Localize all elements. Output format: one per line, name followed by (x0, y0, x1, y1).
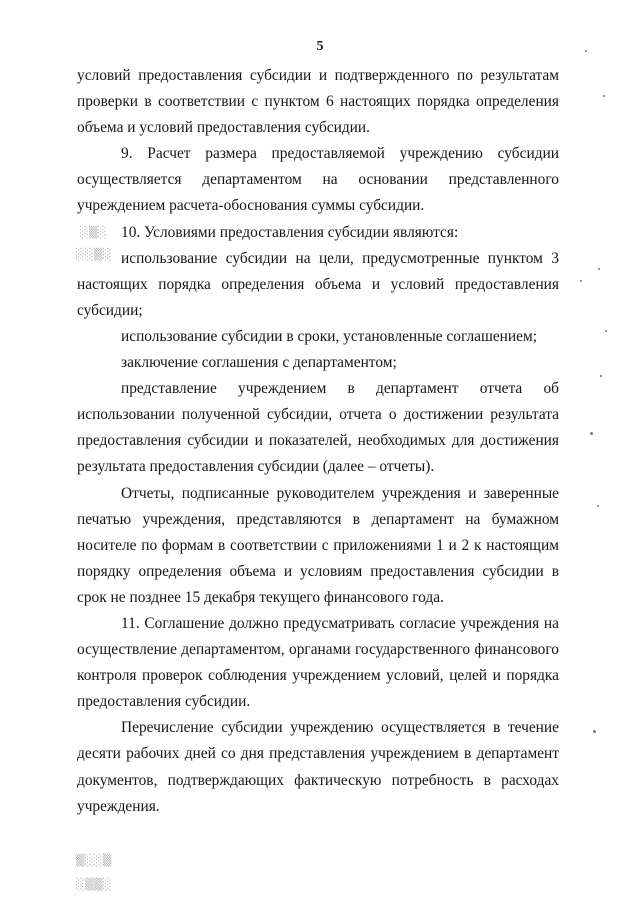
paragraph-item-10: 10. Условиями предоставления субсидии являются: (121, 223, 459, 241)
page-number: 5 (316, 39, 324, 54)
scan-speck (585, 50, 587, 52)
paragraph-continuation: условий предоставления субсидии и подтвержденного по результатам проверки в соответствии с пунктом 6 настоящих порядка определения объема и условий предоставления субсидии. (77, 67, 559, 137)
condition-deadline: использование субсидии в сроки, установленные соглашением; (121, 327, 537, 345)
scan-smudge: ░░▒░ (76, 248, 112, 261)
scan-speck (590, 432, 593, 435)
paragraph-item-11: 11. Соглашение должно предусматривать согласие учреждения на осуществление департаментом, органами государственного финансового контроля проверок соблюдения учреждением условий, целей и порядка предоставления субсидии. (77, 614, 559, 711)
scan-speck (593, 730, 596, 733)
paragraph-transfer: Перечисление субсидии учреждению осуществляется в течение десяти рабочих дней со дня представления учреждением в департамент документов, подтверждающих фактическую потребность в расходах учреждения. (77, 719, 559, 815)
scan-speck (597, 505, 599, 507)
scan-speck (580, 280, 582, 282)
condition-agreement: заключение соглашения с департаментом; (121, 354, 397, 372)
scan-smudge: ░▒░ (80, 226, 107, 239)
scan-smudge: ░▒▒░ (76, 878, 112, 891)
document-body (77, 63, 559, 820)
paragraph-item-9: 9. Расчет размера предоставляемой учреждению субсидии осуществляется департаментом на основании представленного учреждением расчета-обоснования суммы субсидии. (77, 145, 559, 215)
condition-reports: представление учреждением в департамент отчета об использовании полученной субсидии, отчета о достижении результата предоставления субсидии и показателей, необходимых для достижения результата предоставления субсидии (далее – отчеты). (77, 380, 559, 476)
scan-speck (600, 375, 602, 377)
scan-speck (598, 268, 600, 270)
condition-purpose: использование субсидии на цели, предусмотренные пунктом 3 настоящих порядка определения объема и условий предоставления субсидии; (77, 249, 559, 319)
paragraph-reports: Отчеты, подписанные руководителем учреждения и заверенные печатью учреждения, представляются в департамент на бумажном носителе по формам в соответствии с приложениями 1 и 2 к настоящим порядку определения объема и условиям предоставления субсидии в срок не позднее 15 декабря текущего финансового года. (77, 484, 559, 606)
scan-speck (603, 95, 605, 97)
scan-smudge: ▒░░▒ (76, 854, 112, 867)
scan-speck (605, 330, 607, 332)
